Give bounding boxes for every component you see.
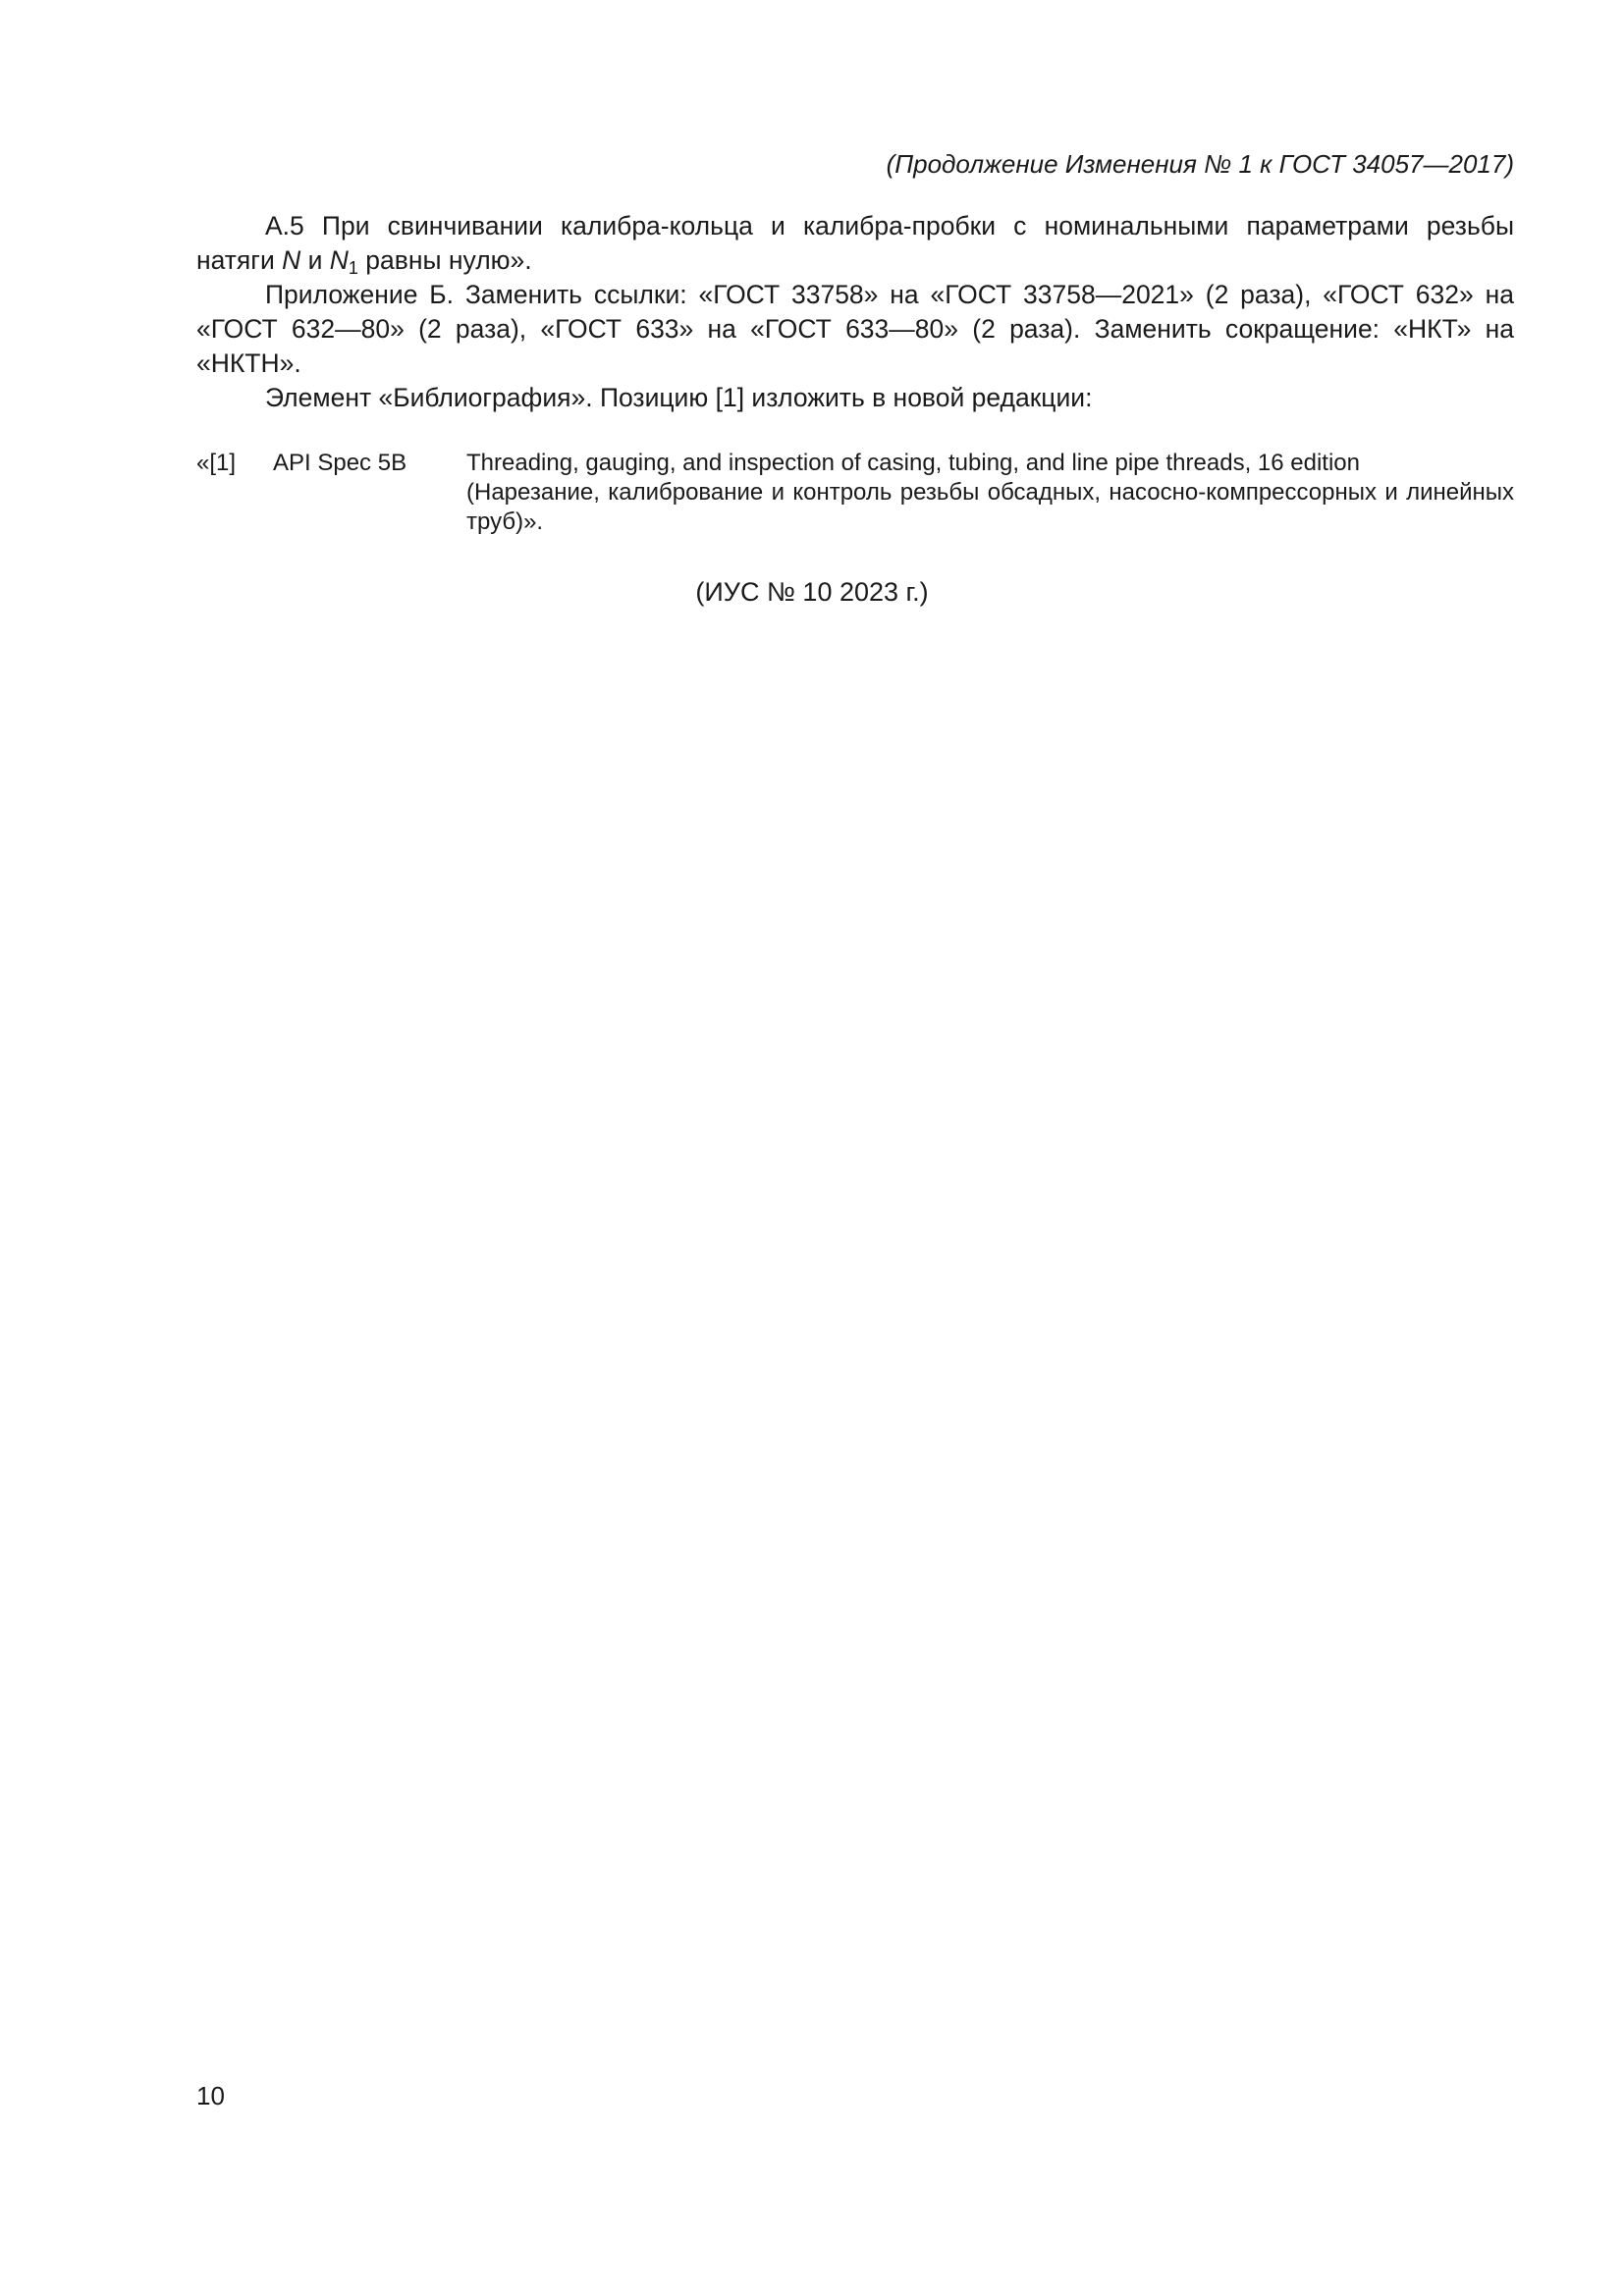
bibliography-title-ru: (Нарезание, калибрование и контроль резьбы обсадных, насосно-компрессорных и линейных труб)». — [466, 479, 1514, 535]
ius-reference: (ИУС № 10 2023 г.) — [695, 577, 929, 607]
running-header: (Продолжение Изменения № 1 к ГОСТ 34057—2017) — [886, 149, 1514, 179]
paragraph-a5-line1: А.5 При свинчивании калибра-кольца и калибра-пробки с номинальными параметрами резьбы — [265, 211, 1514, 240]
bibliography-description — [466, 449, 1514, 537]
paragraph-appendix-b: Приложение Б. Заменить ссылки: «ГОСТ 33758» на «ГОСТ 33758—2021» (2 раза), «ГОСТ 632» на «ГОСТ 632—80» (2 раза), «ГОСТ 633» на «ГОСТ 633—80» (2 раза). Заменить сокращение: «НКТ» на «НКТН». — [196, 280, 1514, 378]
bibliography-number: «[1] — [196, 450, 237, 476]
bibliography-code: API Spec 5B — [273, 450, 407, 476]
paragraph-bibliography: Элемент «Библиография». Позицию [1] изложить в новой редакции: — [265, 383, 1093, 412]
text-fragment: равны нулю». — [357, 245, 532, 275]
subscript-1: 1 — [348, 258, 358, 278]
bibliography-title-en: Threading, gauging, and inspection of casing, tubing, and line pipe threads, 16 edition — [466, 450, 1360, 476]
variable-n: N — [282, 245, 301, 275]
text-fragment: и — [300, 245, 330, 275]
variable-n1: N — [329, 245, 349, 275]
amendment-text — [196, 209, 1514, 415]
text-fragment: натяги — [196, 245, 283, 275]
paragraph-a5-line2 — [196, 243, 1514, 278]
page-number: 10 — [196, 2081, 225, 2110]
